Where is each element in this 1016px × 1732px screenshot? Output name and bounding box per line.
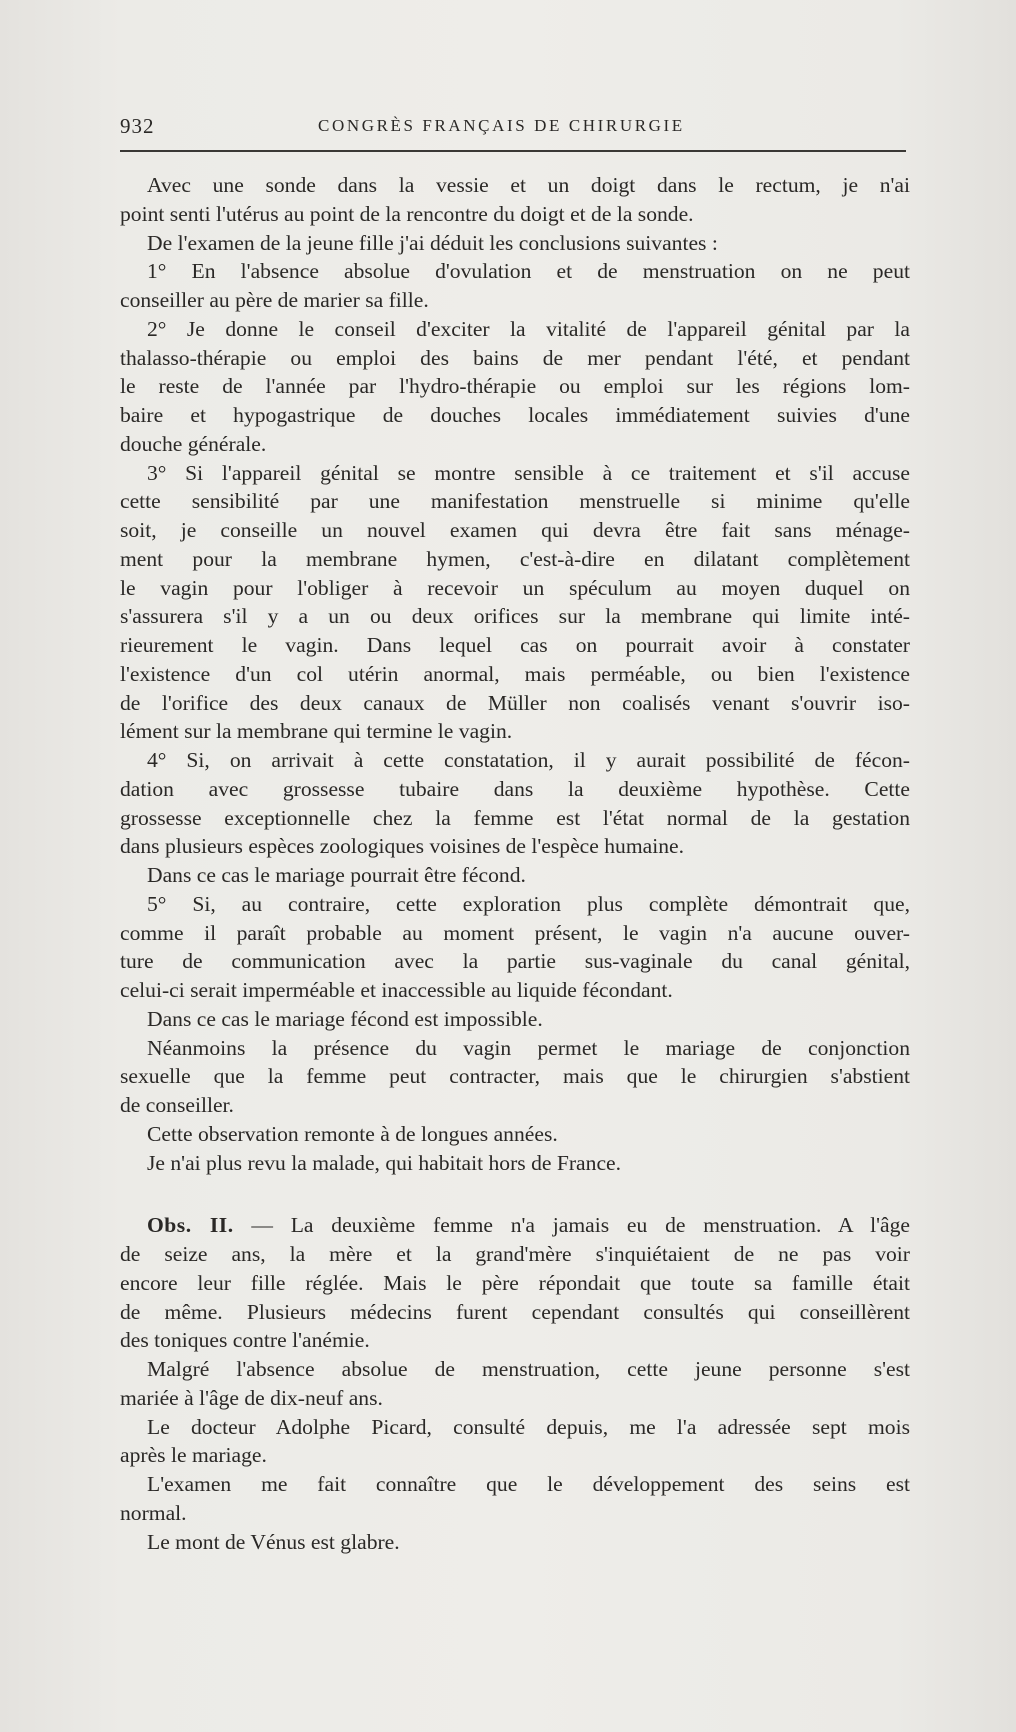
text-line: dation avec grossesse tubaire dans la deuxième hypothèse. Cette <box>120 776 910 801</box>
text-line: encore leur fille réglée. Mais le père répondait que toute sa famille était <box>120 1270 910 1295</box>
paragraphs-observation-1 <box>120 171 910 1177</box>
text-line: baire et hypogastrique de douches locales immédiatement suivies d'une <box>120 403 910 427</box>
text-line: douche générale. <box>120 431 267 456</box>
text-line: Je n'ai plus revu la malade, qui habitait hors de France. <box>147 1150 622 1175</box>
text-line: Dans ce cas le mariage pourrait être fécond. <box>147 863 526 887</box>
text-line: des toniques contre l'anémie. <box>120 1328 370 1353</box>
text-line: 2° Je donne le conseil d'exciter la vitalité de l'appareil génital par la <box>147 316 910 341</box>
text-line: comme il paraît probable au moment présent, le vagin n'a aucune ouver- <box>120 920 910 945</box>
text-line: 1° En l'absence absolue d'ovulation et de menstruation on ne peut <box>147 259 910 284</box>
text-line: 3° Si l'appareil génital se montre sensible à ce traitement et s'il accuse <box>147 460 910 485</box>
text-line: grossesse exceptionnelle chez la femme est l'état normal de la gestation <box>120 805 910 830</box>
text-line: 5° Si, au contraire, cette exploration plus complète démontrait que, <box>147 891 910 916</box>
text-line: ture de communication avec la partie sus-vaginale du canal génital, <box>120 949 910 974</box>
section-gap <box>120 1177 910 1211</box>
text-line: Avec une sonde dans la vessie et un doigt dans le rectum, je n'ai <box>147 173 910 197</box>
text-line: de l'orifice des deux canaux de Müller non coalisés venant s'ouvrir iso- <box>120 690 910 715</box>
header-rule <box>120 150 906 152</box>
text-line: le reste de l'année par l'hydro-thérapie ou emploi sur les régions lom- <box>120 374 910 399</box>
text-line: Malgré l'absence absolue de menstruation, cette jeune personne s'est <box>147 1357 910 1381</box>
text-line: normal. <box>120 1500 187 1525</box>
text-line: l'existence d'un col utérin anormal, mais perméable, ou bien l'existence <box>120 661 910 686</box>
text-line: de même. Plusieurs médecins furent cependant consultés qui conseillèrent <box>120 1299 910 1324</box>
text-line: de seize ans, la mère et la grand'mère s'inquiétaient de ne pas voir <box>120 1242 910 1266</box>
text-line <box>120 1211 910 1240</box>
paragraphs-observation-2 <box>120 1240 910 1556</box>
text-line: rieurement le vagin. Dans lequel cas on pourrait avoir à constater <box>120 633 910 657</box>
text-line: après le mariage. <box>120 1443 267 1468</box>
text-line: Le mont de Vénus est glabre. <box>147 1529 400 1554</box>
text-line: lément sur la membrane qui termine le vagin. <box>120 719 513 744</box>
text-line: Néanmoins la présence du vagin permet le mariage de conjonction <box>147 1035 910 1060</box>
page-number: 932 <box>120 114 155 138</box>
text-line: thalasso-thérapie ou emploi des bains de mer pendant l'été, et pendant <box>120 345 910 370</box>
text-line: s'assurera s'il y a un ou deux orifices sur la membrane qui limite inté- <box>120 604 910 629</box>
text-line: Dans ce cas le mariage fécond est impossible. <box>147 1006 543 1031</box>
text-line: ment pour la membrane hymen, c'est-à-dire en dilatant complètement <box>120 546 910 571</box>
text-line: soit, je conseille un nouvel examen qui devra être fait sans ménage- <box>120 518 910 542</box>
text-line: point senti l'utérus au point de la rencontre du doigt et de la sonde. <box>120 201 694 226</box>
text-line: le vagin pour l'obliger à recevoir un spéculum au moyen duquel on <box>120 575 910 600</box>
text-line: Le docteur Adolphe Picard, consulté depuis, me l'a adressée sept mois <box>147 1414 910 1439</box>
text-line: mariée à l'âge de dix-neuf ans. <box>120 1385 383 1410</box>
text-line: celui-ci serait imperméable et inaccessible au liquide fécondant. <box>120 978 673 1002</box>
observation-first-line: — La deuxième femme n'a jamais eu de menstruation. A l'âge <box>251 1213 910 1238</box>
text-line: De l'examen de la jeune fille j'ai déduit les conclusions suivantes : <box>147 230 718 255</box>
observation-label: Obs. II. <box>147 1213 234 1238</box>
running-header <box>120 112 906 142</box>
text-line: Cette observation remonte à de longues années. <box>147 1121 558 1146</box>
text-line: conseiller au père de marier sa fille. <box>120 288 429 312</box>
text-line: 4° Si, on arrivait à cette constatation, il y aurait possibilité de fécon- <box>147 748 910 772</box>
text-line: sexuelle que la femme peut contracter, mais que le chirurgien s'abstient <box>120 1064 910 1089</box>
running-title: CONGRÈS FRANÇAIS DE CHIRURGIE <box>318 116 685 135</box>
text-line: dans plusieurs espèces zoologiques voisines de l'espèce humaine. <box>120 834 684 859</box>
text-line: cette sensibilité par une manifestation menstruelle si minime qu'elle <box>120 489 910 514</box>
body-text <box>120 171 910 1556</box>
text-line: de conseiller. <box>120 1093 234 1117</box>
text-line: L'examen me fait connaître que le développement des seins est <box>147 1472 910 1496</box>
